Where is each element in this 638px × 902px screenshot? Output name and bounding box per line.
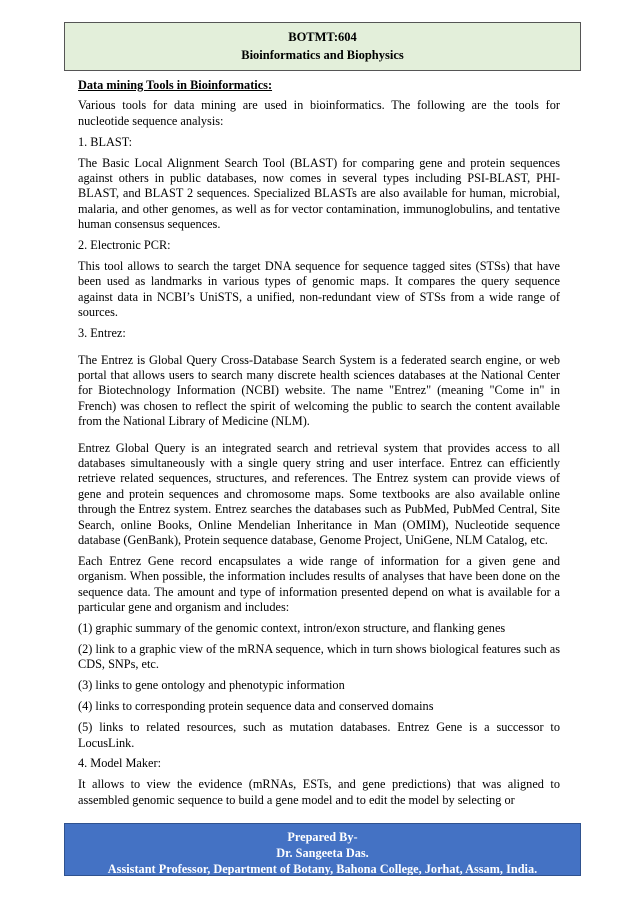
modelmaker-paragraph: It allows to view the evidence (mRNAs, ESTs, and gene predictions) that was aligned to assembled genomic sequence to build a gene model and to edit the model by selecting or xyxy=(78,777,560,807)
section-heading: Data mining Tools in Bioinformatics: xyxy=(78,78,273,92)
entrez-paragraph-3: Each Entrez Gene record encapsulates a wide range of information for a given gene and organism. When possible, the information includes results of analyses that have been done on the sequence data. The amount and type of information presented depend on what is available for a particular gene and organism and includes: xyxy=(78,553,560,615)
entrez-list-item: (2) link to a graphic view of the mRNA sequence, which in turn shows biological features such as CDS, SNPs, etc. xyxy=(78,642,560,672)
epcr-title: 2. Electronic PCR: xyxy=(78,238,171,253)
modelmaker-title: 4. Model Maker: xyxy=(78,756,161,771)
blast-paragraph: The Basic Local Alignment Search Tool (BLAST) for comparing gene and protein sequences against others in public databases, now comes in several types including PSI-BLAST, PHI-BLAST, and BLAST 2 sequences. Specialized BLASTs are also available for human, microbial, malaria, and other genomes, as well as for vector contamination, immunoglobulins, and tentative human consensus sequences. xyxy=(78,155,560,232)
entrez-paragraph-1: The Entrez is Global Query Cross-Database Search System is a federated search engine, or web portal that allows users to search many discrete health sciences databases at the National Center for Biotechnology Information (NCBI) website. The name "Entrez" (meaning "Come in" in French) was chosen to reflect the spirit of welcoming the public to search the content available from the National Library of Medicine (NLM). xyxy=(78,352,560,429)
course-code: BOTMT:604 xyxy=(288,30,357,44)
page-footer xyxy=(64,823,581,876)
blast-title: 1. BLAST: xyxy=(78,134,133,149)
author-name: Dr. Sangeeta Das. xyxy=(276,846,369,860)
entrez-list-item: (4) links to corresponding protein sequence data and conserved domains xyxy=(78,699,434,714)
course-subject: Bioinformatics and Biophysics xyxy=(241,48,404,62)
document-body xyxy=(78,78,560,814)
intro-paragraph: Various tools for data mining are used in bioinformatics. The following are the tools for nucleotide sequence analysis: xyxy=(78,98,560,128)
author-affiliation: Assistant Professor, Department of Botany, Bahona College, Jorhat, Assam, India. xyxy=(107,862,538,876)
entrez-title: 3. Entrez: xyxy=(78,326,126,341)
prepared-by-label: Prepared By- xyxy=(287,830,358,844)
page-header xyxy=(64,22,581,71)
entrez-list-item: (5) links to related resources, such as mutation databases. Entrez Gene is a successor to LocusLink. xyxy=(78,720,560,750)
entrez-paragraph-2: Entrez Global Query is an integrated search and retrieval system that provides access to all databases simultaneously with a single query string and user interface. Entrez can efficiently retrieve related sequences, structures, and references. The Entrez system can provide views of gene and protein sequences and chromosome maps. Some textbooks are also available online through the Entrez system. Entrez searches the databases such as PubMed, PubMed Central, Site Search, online Books, Online Mendelian Inheritance in Man (OMIM), Nucleotide sequence database (GenBank), Protein sequence database, Genome Project, UniGene, NLM Catalog, etc. xyxy=(78,440,560,548)
entrez-list-item: (3) links to gene ontology and phenotypic information xyxy=(78,678,345,693)
epcr-paragraph: This tool allows to search the target DNA sequence for sequence tagged sites (STSs) that have been used as landmarks in various types of genomic maps. It compares the query sequence against data in NCBI’s UniSTS, a unified, non-redundant view of STSs from a wide range of sources. xyxy=(78,259,560,320)
entrez-list-item: (1) graphic summary of the genomic context, intron/exon structure, and flanking genes xyxy=(78,621,506,636)
